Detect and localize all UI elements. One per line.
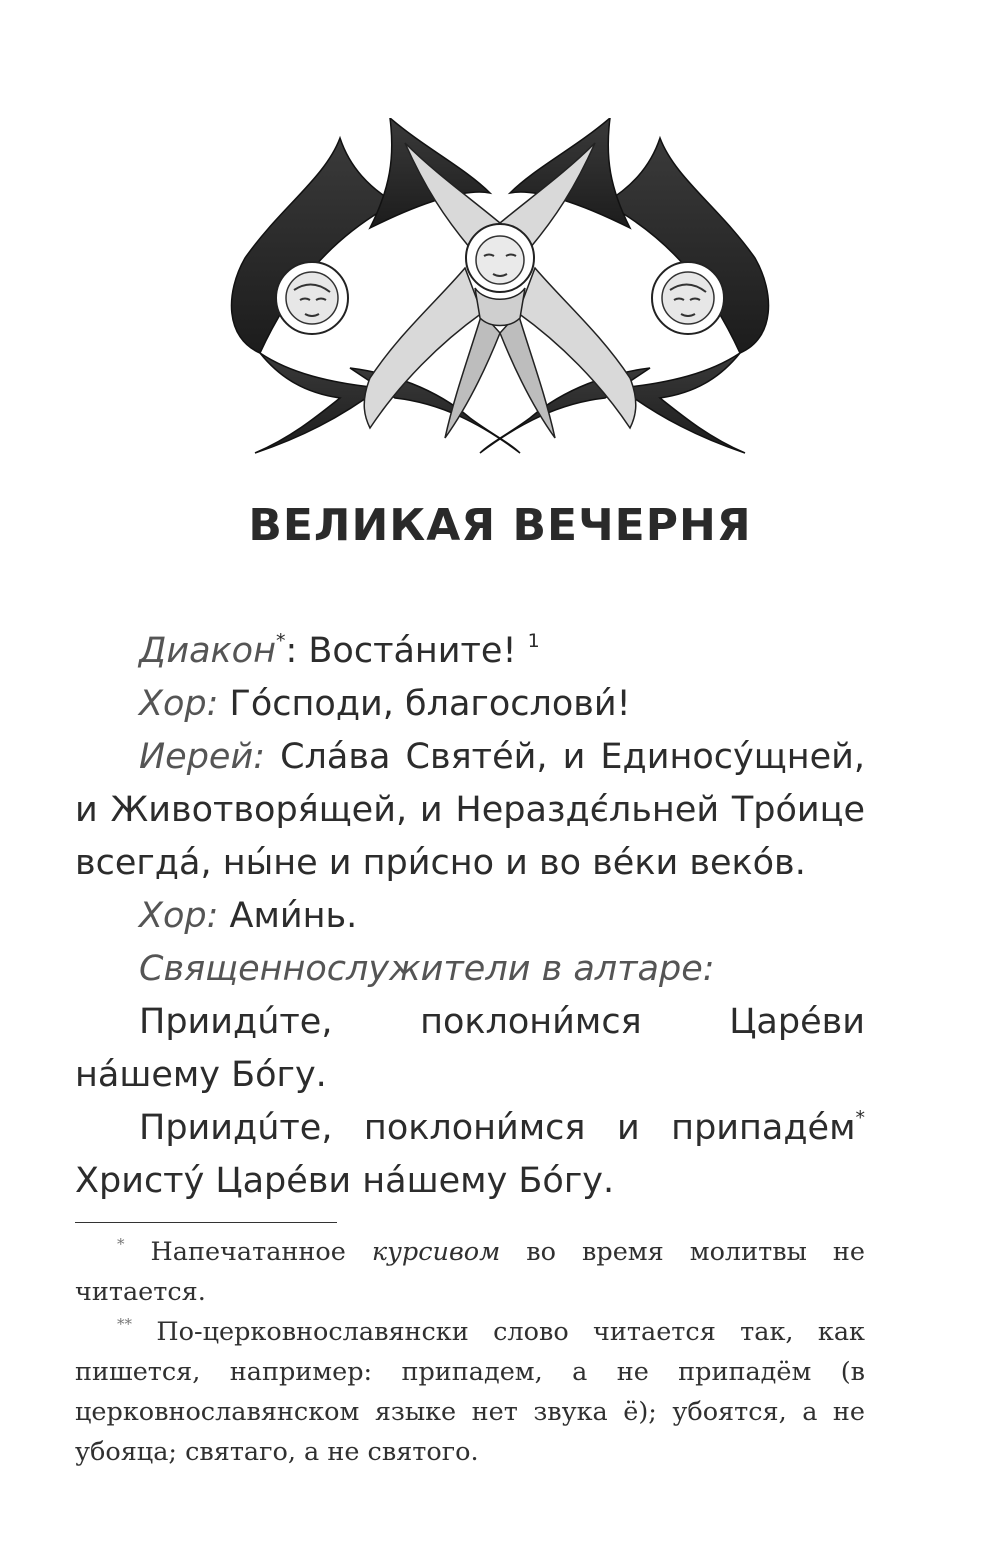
line-text: Христу́ Царе́ви на́шему Бо́гу.	[75, 1161, 615, 1201]
stage-direction: Священнослужители в алтаре:	[139, 949, 715, 989]
footnotes	[75, 1232, 865, 1472]
line-come-let-us-worship-1	[75, 996, 865, 1102]
line-choir	[75, 678, 865, 731]
footnote-text: Напечатанное	[124, 1237, 372, 1267]
line-stage-direction	[75, 943, 865, 996]
line-deacon	[75, 625, 865, 678]
line-choir-amen	[75, 890, 865, 943]
page-title: ВЕЛИКАЯ ВЕЧЕРНЯ	[248, 500, 752, 551]
footnote-text: во время молитвы не читается.	[75, 1237, 865, 1307]
footnote-text: По-церковнославянски слово читается так, как пишется, например: припадем, а не припадём (в церковнославянском языке нет звука ё); убоятся, а не убояца; святаго, а не святого.	[75, 1317, 865, 1467]
line-text: Приидúте, поклони́мся и припаде́м	[139, 1108, 856, 1148]
seraphim-icon	[220, 118, 780, 458]
service-text	[75, 625, 865, 1208]
line-text: Го́споди, благослови́!	[218, 684, 631, 724]
footnote-divider	[75, 1222, 337, 1223]
footnote-1	[75, 1232, 865, 1312]
footnote-2	[75, 1312, 865, 1472]
line-text: : Воста́ните!	[285, 631, 528, 671]
footnote-mark[interactable]: *	[855, 1107, 865, 1129]
role-label: Хор:	[139, 684, 219, 724]
line-text: Ами́нь.	[218, 896, 358, 936]
line-come-let-us-worship-2	[75, 1102, 865, 1208]
footnote-ref[interactable]: 1	[527, 630, 540, 652]
footnote-mark: *	[117, 1235, 125, 1253]
footnote-mark[interactable]: *	[275, 630, 286, 652]
line-priest	[75, 731, 865, 890]
footnote-mark: **	[117, 1315, 132, 1333]
role-label: Хор:	[139, 896, 219, 936]
role-label: Диакон	[139, 631, 276, 671]
role-label: Иерей:	[139, 737, 266, 777]
footnote-italic: курсивом	[371, 1237, 501, 1267]
line-text: Приидúте, поклони́мся Царе́ви на́шему Бо́гу.	[75, 1002, 865, 1095]
line-text: Сла́ва Святе́й, и Единосу́щней, и Животворя́щей, и Нераздє́льней Тро́ице всегда́, ны́не и при́сно и во ве́ки веко́в.	[75, 737, 865, 883]
